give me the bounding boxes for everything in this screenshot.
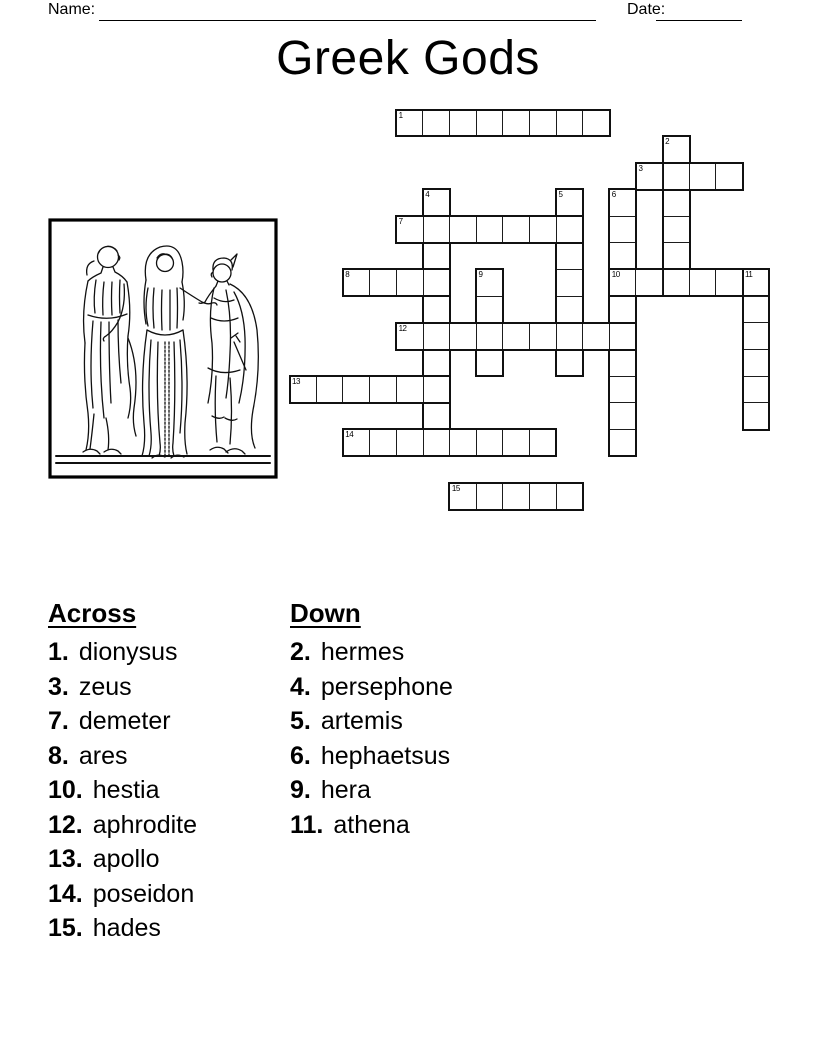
grid-cell[interactable]: [529, 109, 557, 137]
date-blank-line[interactable]: [656, 20, 742, 21]
grid-cell[interactable]: [476, 322, 504, 350]
grid-cell[interactable]: [742, 376, 770, 404]
grid-cell[interactable]: [662, 269, 690, 297]
clue-number: 6.: [290, 741, 311, 770]
grid-cell[interactable]: [396, 429, 424, 457]
down-heading: Down: [290, 598, 361, 628]
relief-engraving-icon: [48, 218, 278, 479]
clue-word: zeus: [78, 672, 132, 701]
grid-cell[interactable]: [556, 189, 584, 217]
cell-number: 1: [398, 110, 403, 120]
grid-cell[interactable]: [556, 296, 584, 324]
grid-cell[interactable]: [396, 216, 424, 244]
across-clue-list: [48, 635, 197, 946]
grid-cell[interactable]: [609, 269, 637, 297]
grid-cell[interactable]: [635, 162, 663, 190]
clue-number: 12.: [48, 810, 83, 839]
cell-number: 9: [478, 270, 483, 280]
clue-item: [48, 911, 197, 946]
clue-word: aphrodite: [92, 810, 198, 839]
grid-cell[interactable]: [502, 216, 530, 244]
clue-item: [290, 773, 453, 808]
grid-cell[interactable]: [609, 242, 637, 270]
clue-word: hestia: [92, 776, 160, 804]
grid-cell[interactable]: [742, 349, 770, 377]
grid-cell[interactable]: [689, 162, 717, 190]
cell-number: 5: [558, 190, 563, 200]
clue-word: hera: [320, 776, 371, 804]
clues-down-section: [290, 598, 453, 842]
grid-cell[interactable]: [422, 322, 450, 350]
grid-cell[interactable]: [582, 109, 610, 137]
grid-cell[interactable]: [476, 296, 504, 324]
grid-cell[interactable]: [635, 269, 663, 297]
grid-cell[interactable]: [582, 322, 610, 350]
grid-cell[interactable]: [662, 162, 690, 190]
clue-item: [48, 635, 197, 670]
grid-cell[interactable]: [502, 482, 530, 510]
grid-cell[interactable]: [422, 349, 450, 377]
clue-number: 13.: [48, 845, 83, 873]
grid-cell[interactable]: [476, 349, 504, 377]
grid-cell[interactable]: [609, 216, 637, 244]
cell-number: 15: [451, 483, 460, 493]
clue-item: [290, 670, 453, 705]
grid-cell[interactable]: [742, 322, 770, 350]
clue-number: 11.: [290, 810, 324, 839]
clue-word: persephone: [320, 672, 453, 701]
grid-cell[interactable]: [502, 109, 530, 137]
grid-cell[interactable]: [449, 482, 477, 510]
grid-cell[interactable]: [422, 216, 450, 244]
grid-cell[interactable]: [476, 482, 504, 510]
clue-item: [48, 704, 197, 739]
grid-cell[interactable]: [316, 376, 344, 404]
grid-cell[interactable]: [556, 216, 584, 244]
cell-number: 7: [398, 217, 403, 227]
grid-cell[interactable]: [662, 216, 690, 244]
grid-cell[interactable]: [369, 429, 397, 457]
cell-number: 12: [398, 323, 407, 333]
grid-cell[interactable]: [556, 349, 584, 377]
grid-cell[interactable]: [422, 189, 450, 217]
grid-cell[interactable]: [476, 109, 504, 137]
clue-item: [290, 739, 453, 774]
grid-cell[interactable]: [422, 269, 450, 297]
grid-cell[interactable]: [396, 109, 424, 137]
grid-cell[interactable]: [369, 269, 397, 297]
grid-cell[interactable]: [609, 429, 637, 457]
name-blank-line[interactable]: [99, 20, 596, 21]
clue-number: 1.: [48, 638, 69, 666]
grid-cell[interactable]: [449, 109, 477, 137]
grid-cell[interactable]: [502, 322, 530, 350]
grid-cell[interactable]: [369, 376, 397, 404]
grid-cell[interactable]: [529, 216, 557, 244]
cell-number: 11: [745, 270, 753, 280]
grid-cell[interactable]: [609, 376, 637, 404]
clue-number: 4.: [290, 672, 311, 701]
grid-cell[interactable]: [342, 376, 370, 404]
grid-cell[interactable]: [449, 429, 477, 457]
clue-number: 10.: [48, 776, 83, 804]
cell-number: 3: [638, 163, 643, 173]
clue-number: 14.: [48, 879, 83, 908]
clue-number: 3.: [48, 672, 69, 701]
grid-cell[interactable]: [449, 322, 477, 350]
grid-cell[interactable]: [476, 429, 504, 457]
grid-cell[interactable]: [715, 162, 743, 190]
clue-item: [48, 739, 197, 774]
grid-cell[interactable]: [529, 322, 557, 350]
grid-cell[interactable]: [556, 109, 584, 137]
clue-item: [290, 704, 453, 739]
clue-number: 2.: [290, 638, 311, 666]
grid-cell[interactable]: [742, 296, 770, 324]
grid-cell[interactable]: [422, 242, 450, 270]
grid-cell[interactable]: [289, 376, 317, 404]
grid-cell[interactable]: [396, 376, 424, 404]
clue-number: 5.: [290, 707, 311, 735]
clue-item: [48, 808, 197, 843]
grid-cell[interactable]: [556, 482, 584, 510]
grid-cell[interactable]: [422, 109, 450, 137]
clue-item: [48, 670, 197, 705]
crossword-grid: [289, 109, 769, 509]
clue-word: demeter: [78, 707, 171, 735]
clue-number: 8.: [48, 741, 69, 770]
grid-cell[interactable]: [422, 376, 450, 404]
cell-number: 13: [292, 377, 300, 386]
cell-number: 2: [665, 137, 670, 147]
across-heading: Across: [48, 598, 137, 628]
grid-cell[interactable]: [396, 322, 424, 350]
page-title: Greek Gods: [276, 32, 540, 85]
grid-cell[interactable]: [476, 269, 504, 297]
grid-cell[interactable]: [502, 429, 530, 457]
down-clue-list: [290, 635, 453, 842]
grid-cell[interactable]: [742, 402, 770, 430]
grid-cell[interactable]: [529, 482, 557, 510]
clue-number: 7.: [48, 707, 69, 735]
clue-word: hades: [92, 914, 161, 942]
grid-cell[interactable]: [742, 269, 770, 297]
greek-figures-illustration: [48, 218, 278, 479]
grid-cell[interactable]: [476, 216, 504, 244]
clue-number: 15.: [48, 914, 83, 942]
grid-cell[interactable]: [342, 429, 370, 457]
clue-item: [48, 842, 197, 877]
date-label: Date:: [627, 1, 666, 18]
grid-cell[interactable]: [689, 269, 717, 297]
clue-item: [48, 773, 197, 808]
clue-word: apollo: [92, 845, 160, 873]
clue-number: 9.: [290, 776, 311, 804]
grid-cell[interactable]: [609, 322, 637, 350]
grid-cell[interactable]: [529, 429, 557, 457]
grid-cell[interactable]: [396, 269, 424, 297]
cell-number: 10: [611, 270, 620, 280]
grid-cell[interactable]: [556, 322, 584, 350]
clue-word: artemis: [320, 707, 403, 735]
clue-word: poseidon: [92, 879, 195, 908]
clues-across-section: [48, 598, 197, 946]
grid-cell[interactable]: [556, 269, 584, 297]
clue-item: [290, 635, 453, 670]
grid-cell[interactable]: [662, 136, 690, 164]
grid-cell[interactable]: [609, 189, 637, 217]
grid-cell[interactable]: [422, 296, 450, 324]
grid-cell[interactable]: [609, 402, 637, 430]
clue-word: hermes: [320, 638, 405, 666]
clue-word: hephaetsus: [320, 741, 451, 770]
clue-word: athena: [333, 810, 410, 839]
grid-cell[interactable]: [449, 216, 477, 244]
clue-item: [290, 808, 453, 843]
cell-number: 8: [345, 270, 350, 280]
grid-cell[interactable]: [715, 269, 743, 297]
grid-cell[interactable]: [342, 269, 370, 297]
name-label: Name:: [48, 1, 96, 18]
grid-cell[interactable]: [422, 402, 450, 430]
grid-cell[interactable]: [609, 296, 637, 324]
grid-cell[interactable]: [556, 242, 584, 270]
cell-number: 4: [425, 190, 430, 200]
clue-word: dionysus: [78, 638, 178, 666]
clue-item: [48, 877, 197, 912]
grid-cell[interactable]: [609, 349, 637, 377]
cell-number: 14: [345, 430, 354, 440]
cell-number: 6: [611, 190, 616, 200]
clue-word: ares: [78, 741, 128, 770]
grid-cell[interactable]: [422, 429, 450, 457]
grid-cell[interactable]: [662, 189, 690, 217]
grid-cell[interactable]: [662, 242, 690, 270]
